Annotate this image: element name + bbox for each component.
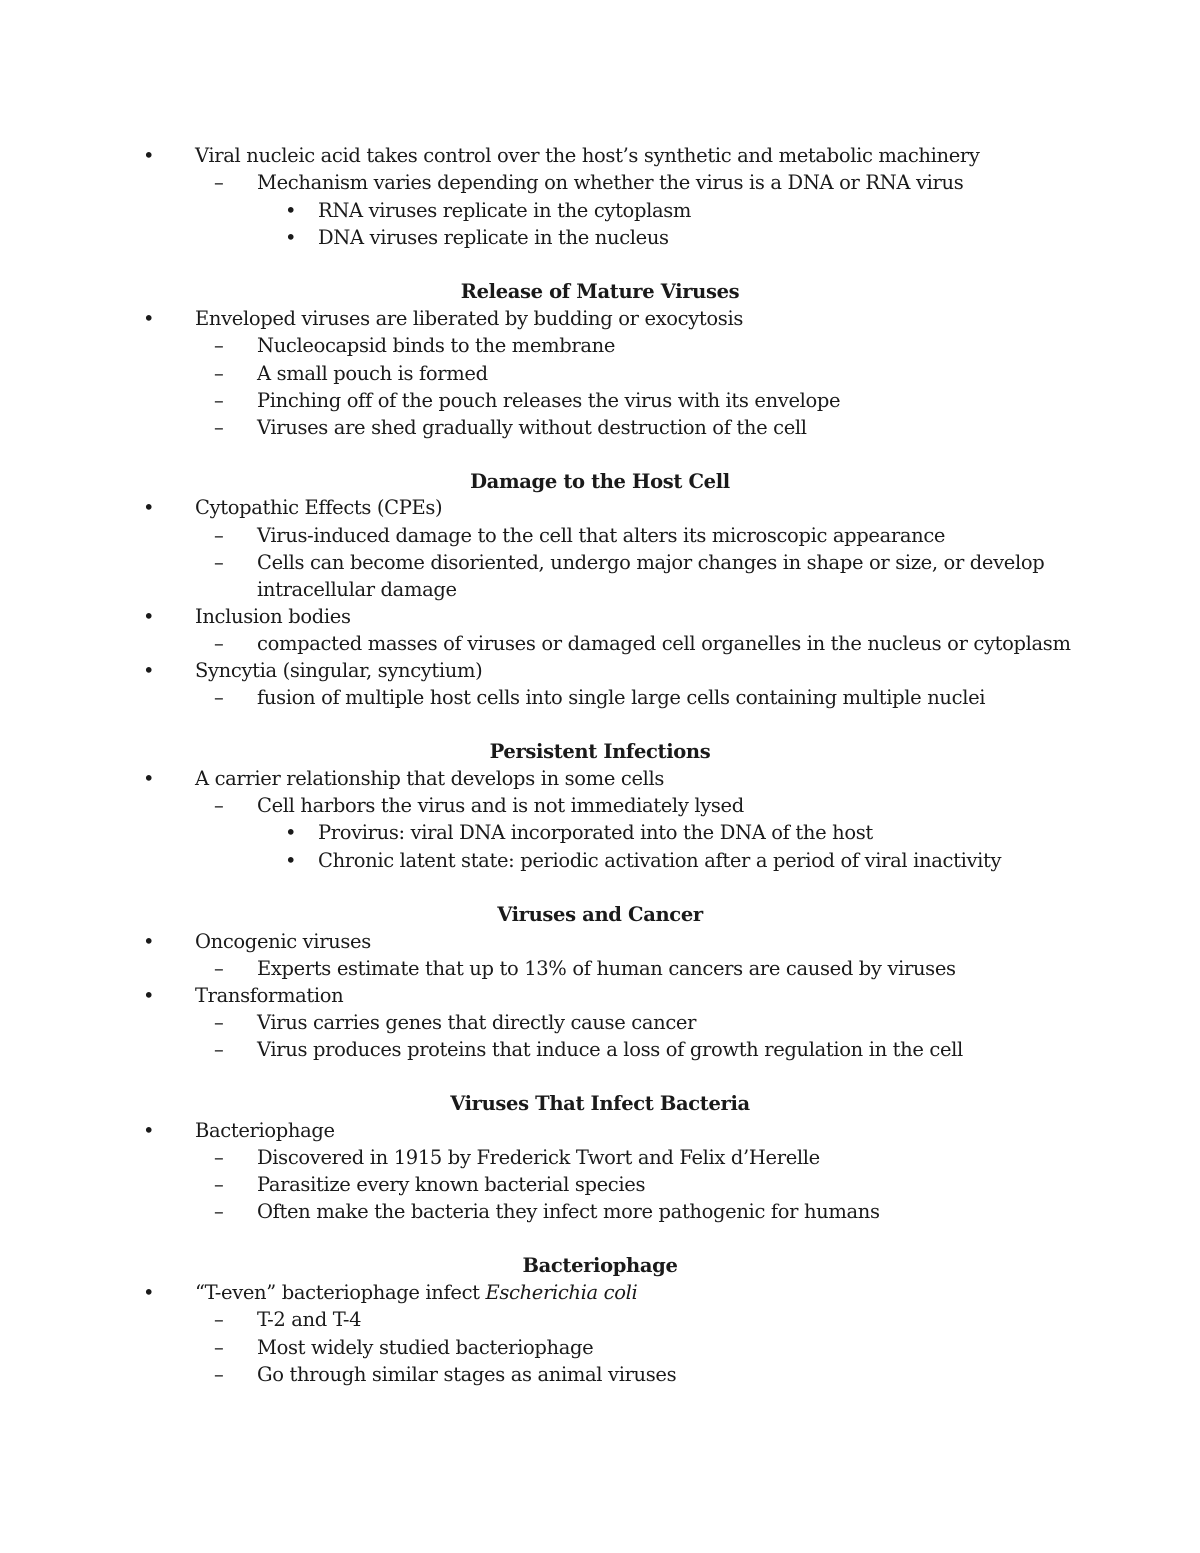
item-text — [257, 1144, 820, 1171]
item-text — [195, 305, 743, 332]
dash-marker: – — [214, 524, 224, 547]
item-text-content: Oncogenic viruses — [195, 930, 371, 953]
section-heading: Release of Mature Viruses — [460, 280, 740, 303]
bullet-marker: • — [143, 659, 155, 682]
item-text — [195, 1279, 637, 1306]
sub-item — [0, 630, 1200, 657]
bullet-marker: • — [143, 144, 155, 167]
section-heading: Viruses That Infect Bacteria — [450, 1092, 750, 1115]
item-text-content: fusion of multiple host cells into single large cells containing multiple nuclei — [257, 686, 986, 709]
item-text — [257, 1361, 676, 1388]
species-name-italic: Escherichia coli — [485, 1281, 638, 1304]
bullet-item — [0, 982, 1200, 1009]
bullet-item — [0, 657, 1200, 684]
bullet-marker: • — [143, 984, 155, 1007]
item-text — [257, 1009, 696, 1036]
section-heading: Damage to the Host Cell — [470, 470, 730, 493]
dash-marker: – — [214, 1308, 224, 1331]
bullet-marker: • — [143, 1281, 155, 1304]
item-text-content: Cytopathic Effects (CPEs) — [195, 496, 443, 519]
item-text-content: Viruses are shed gradually without destruction of the cell — [257, 416, 807, 439]
sub-sub-item — [0, 819, 1200, 846]
item-text-content: Virus produces proteins that induce a loss of growth regulation in the cell — [257, 1038, 963, 1061]
sub-sub-item — [0, 224, 1200, 251]
dash-marker: – — [214, 1038, 224, 1061]
sub-item — [0, 1144, 1200, 1171]
dash-marker: – — [214, 1173, 224, 1196]
bullet-item — [0, 603, 1200, 630]
item-text — [257, 684, 985, 711]
item-text-content: Go through similar stages as animal viruses — [257, 1363, 677, 1386]
item-text — [257, 1334, 593, 1361]
sub-item — [0, 360, 1200, 387]
bullet-item — [0, 494, 1200, 521]
sub-item — [0, 1334, 1200, 1361]
item-text — [257, 1171, 645, 1198]
section-heading: Bacteriophage — [522, 1254, 678, 1277]
item-text — [195, 494, 442, 521]
sub-item-continuation — [0, 576, 1200, 603]
item-text-content: Viral nucleic acid takes control over the host’s synthetic and metabolic machinery — [195, 144, 980, 167]
dash-marker: – — [214, 1011, 224, 1034]
dash-marker: – — [214, 1336, 224, 1359]
sub-item — [0, 414, 1200, 441]
item-text-content: Chronic latent state: periodic activation after a period of viral inactivity — [318, 849, 1002, 872]
item-text — [318, 819, 873, 846]
dash-marker: – — [214, 794, 224, 817]
item-text-content: Experts estimate that up to 13% of human cancers are caused by viruses — [257, 957, 956, 980]
item-text-content: “T-even” bacteriophage infect — [195, 1281, 486, 1304]
dash-marker: – — [214, 686, 224, 709]
item-text-content: Nucleocapsid binds to the membrane — [257, 334, 616, 357]
item-text — [318, 197, 691, 224]
dash-marker: – — [214, 362, 224, 385]
item-text-content: Mechanism varies depending on whether the virus is a DNA or RNA virus — [257, 171, 964, 194]
sub-item — [0, 387, 1200, 414]
sub-item — [0, 1009, 1200, 1036]
dash-marker: – — [214, 1146, 224, 1169]
bullet-marker: • — [143, 605, 155, 628]
bullet-item — [0, 1117, 1200, 1144]
item-text — [195, 928, 371, 955]
bullet-marker: • — [143, 767, 155, 790]
item-text-content: Often make the bacteria they infect more pathogenic for humans — [257, 1200, 880, 1223]
sub-item — [0, 1171, 1200, 1198]
section-heading: Persistent Infections — [489, 740, 711, 763]
item-text — [257, 332, 615, 359]
item-text — [257, 1198, 880, 1225]
item-text-content: Parasitize every known bacterial species — [257, 1173, 646, 1196]
item-text-content: Inclusion bodies — [195, 605, 351, 628]
dash-marker: – — [214, 632, 224, 655]
dash-marker: – — [214, 551, 224, 574]
sub-item — [0, 169, 1200, 196]
item-text — [257, 1036, 963, 1063]
item-text-content: Discovered in 1915 by Frederick Twort and Felix d’Herelle — [257, 1146, 820, 1169]
item-text — [195, 982, 343, 1009]
item-text-content: A carrier relationship that develops in some cells — [195, 767, 665, 790]
sub-item — [0, 1361, 1200, 1388]
bullet-marker: • — [285, 821, 297, 844]
item-text-content: compacted masses of viruses or damaged cell organelles in the nucleus or cytoplasm — [257, 632, 1071, 655]
item-text-content: Transformation — [195, 984, 344, 1007]
item-text — [318, 224, 669, 251]
sub-item — [0, 1036, 1200, 1063]
item-text-content: Cells can become disoriented, undergo major changes in shape or size, or develop — [257, 551, 1045, 574]
item-text-content: A small pouch is formed — [257, 362, 488, 385]
bullet-marker: • — [285, 199, 297, 222]
item-text — [195, 765, 664, 792]
bullet-marker: • — [143, 930, 155, 953]
bullet-item — [0, 765, 1200, 792]
bullet-item — [0, 142, 1200, 169]
section-heading: Viruses and Cancer — [497, 903, 703, 926]
item-text — [195, 142, 980, 169]
item-text-content: Cell harbors the virus and is not immediately lysed — [257, 794, 744, 817]
sub-item — [0, 549, 1200, 576]
item-text — [257, 169, 963, 196]
sub-sub-item — [0, 847, 1200, 874]
item-text — [257, 414, 807, 441]
sub-item — [0, 955, 1200, 982]
item-text — [257, 630, 1071, 657]
item-text-content: Enveloped viruses are liberated by budding or exocytosis — [195, 307, 743, 330]
item-text-content: intracellular damage — [257, 578, 457, 601]
dash-marker: – — [214, 171, 224, 194]
bullet-marker: • — [143, 307, 155, 330]
bullet-item — [0, 928, 1200, 955]
item-text — [257, 522, 945, 549]
dash-marker: – — [214, 334, 224, 357]
item-text-content: Virus carries genes that directly cause cancer — [257, 1011, 697, 1034]
sub-item — [0, 792, 1200, 819]
item-text — [257, 955, 956, 982]
sub-item — [0, 1306, 1200, 1333]
bullet-marker: • — [143, 496, 155, 519]
sub-item — [0, 332, 1200, 359]
item-text-content: Provirus: viral DNA incorporated into the DNA of the host — [318, 821, 873, 844]
bullet-marker: • — [285, 226, 297, 249]
item-text-content: T-2 and T-4 — [257, 1308, 362, 1331]
bullet-marker: • — [143, 1119, 155, 1142]
item-text — [257, 549, 1044, 576]
item-text-content: Pinching off of the pouch releases the virus with its envelope — [257, 389, 841, 412]
item-text-content: Bacteriophage — [195, 1119, 335, 1142]
bullet-item — [0, 305, 1200, 332]
item-text — [195, 603, 351, 630]
item-text — [257, 360, 488, 387]
item-text — [195, 657, 482, 684]
item-text-content: DNA viruses replicate in the nucleus — [318, 226, 669, 249]
dash-marker: – — [214, 389, 224, 412]
item-text — [318, 847, 1001, 874]
bullet-item — [0, 1279, 1200, 1306]
dash-marker: – — [214, 1200, 224, 1223]
item-text — [257, 792, 744, 819]
dash-marker: – — [214, 957, 224, 980]
item-text-content: RNA viruses replicate in the cytoplasm — [318, 199, 692, 222]
item-text-content: Virus-induced damage to the cell that alters its microscopic appearance — [257, 524, 946, 547]
item-text — [257, 387, 840, 414]
item-text-content: Most widely studied bacteriophage — [257, 1336, 594, 1359]
dash-marker: – — [214, 1363, 224, 1386]
sub-sub-item — [0, 197, 1200, 224]
sub-item — [0, 684, 1200, 711]
item-text — [195, 1117, 335, 1144]
bullet-marker: • — [285, 849, 297, 872]
item-text — [257, 1306, 361, 1333]
item-text-content: Syncytia (singular, syncytium) — [195, 659, 483, 682]
sub-item — [0, 1198, 1200, 1225]
item-text — [257, 576, 457, 603]
dash-marker: – — [214, 416, 224, 439]
sub-item — [0, 522, 1200, 549]
